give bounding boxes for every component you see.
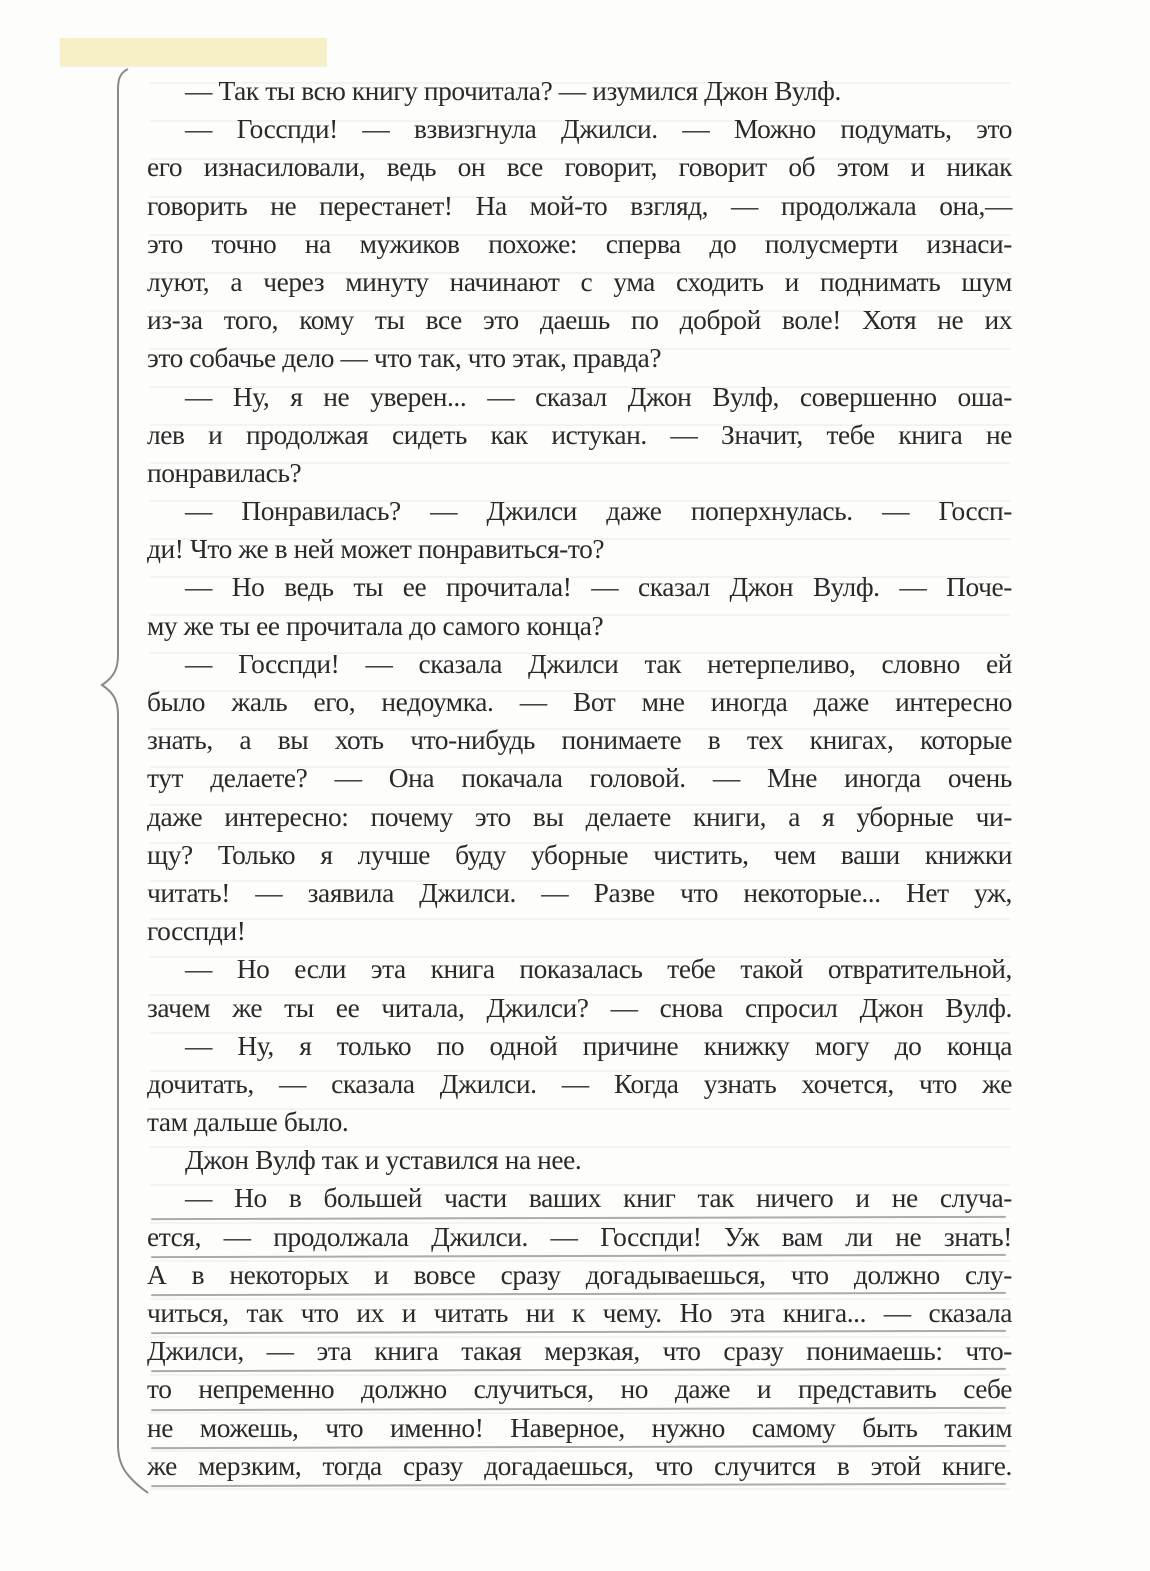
text-line: даже интересно: почему это вы делаете книги, а я уборные чи- — [147, 801, 1012, 832]
text-line: — Госспди! — сказала Джилси так нетерпеливо, словно ей — [185, 648, 1012, 679]
text-line: — Так ты всю книгу прочитала? — изумился Джон Вулф. — [185, 76, 841, 106]
text-line: знать, а вы хоть что-нибудь понимаете в тех книгах, которые — [147, 725, 1012, 756]
underlined-text-line: Джилси, — эта книга такая мерзкая, что сразу понимаешь: что- — [147, 1332, 1012, 1370]
text-line: говорить не перестанет! На мой-то взгляд, — продолжала она,— — [147, 190, 1012, 221]
text-line: тут делаете? — Она покачала головой. — Мне иногда очень — [147, 763, 1012, 794]
text-line: это точно на мужиков похоже: сперва до полусмерти изнаси- — [147, 228, 1012, 259]
text-line: — Госспди! — взвизгнула Джилси. — Можно подумать, это — [185, 114, 1012, 145]
text-line: госспди! — [147, 916, 246, 947]
underlined-text-line: — Но в большей части ваших книг так ничего и не случа- — [147, 1179, 1012, 1217]
text-line: было жаль его, недоумка. — Вот мне иногда даже интересно — [147, 687, 1012, 717]
underlined-text-line: А в некоторых и вовсе сразу догадываешься, что должно слу- — [147, 1256, 1012, 1294]
text-line: это собачье дело — что так, что этак, правда? — [147, 343, 662, 374]
text-line: ди! Что же в ней может понравиться-то? — [147, 534, 605, 565]
underlined-text-line: то непременно должно случиться, но даже и представить себе — [147, 1370, 1012, 1408]
underlined-text-line: не можешь, что именно! Наверное, нужно самому быть таким — [147, 1409, 1012, 1447]
text-line: — Но если эта книга показалась тебе такой отвратительной, — [185, 954, 1012, 985]
text-line: лев и продолжая сидеть как истукан. — Значит, тебе книга не — [147, 419, 1012, 450]
text-line: зачем же ты ее читала, Джилси? — снова спросил Джон Вулф. — [147, 992, 1012, 1023]
sticky-note-tab — [60, 38, 327, 66]
text-line: понравилась? — [147, 457, 302, 488]
underlined-text-line: ется, — продолжала Джилси. — Госспди! Уж вам ли не знать! — [147, 1218, 1012, 1256]
text-line: щу? Только я лучше буду уборные чистить, чем ваши книжки — [147, 839, 1012, 870]
text-line: его изнасиловали, ведь он все говорит, говорит об этом и никак — [147, 152, 1012, 183]
text-line: луют, а через минуту начинают с ума сходить и поднимать шум — [147, 266, 1012, 297]
text-line: — Понравилась? — Джилси даже поперхнулась. — Госсп- — [185, 496, 1012, 527]
underlined-text-line: читься, так что их и читать ни к чему. Но эта книга... — сказала — [147, 1294, 1012, 1332]
book-page-text — [147, 72, 1012, 1485]
text-line: читать! — заявила Джилси. — Разве что некоторые... Нет уж, — [147, 877, 1012, 908]
text-line: — Ну, я только по одной причине книжку могу до конца — [185, 1030, 1012, 1061]
text-line: дочитать, — сказала Джилси. — Когда узнать хочется, что же — [147, 1068, 1012, 1099]
text-line: из-за того, кому ты все это даешь по доброй воле! Хотя не их — [147, 305, 1012, 336]
text-line: — Но ведь ты ее прочитала! — сказал Джон Вулф. — Поче- — [185, 572, 1012, 603]
text-line: — Ну, я не уверен... — сказал Джон Вулф, совершенно оша- — [185, 381, 1012, 412]
underlined-text-line: же мерзким, тогда сразу догадаешься, что случится в этой книге. — [147, 1447, 1012, 1485]
text-line: там дальше было. — [147, 1107, 349, 1138]
text-line: Джон Вулф так и уставился на нее. — [185, 1145, 582, 1176]
text-line: му же ты ее прочитала до самого конца? — [147, 610, 604, 641]
